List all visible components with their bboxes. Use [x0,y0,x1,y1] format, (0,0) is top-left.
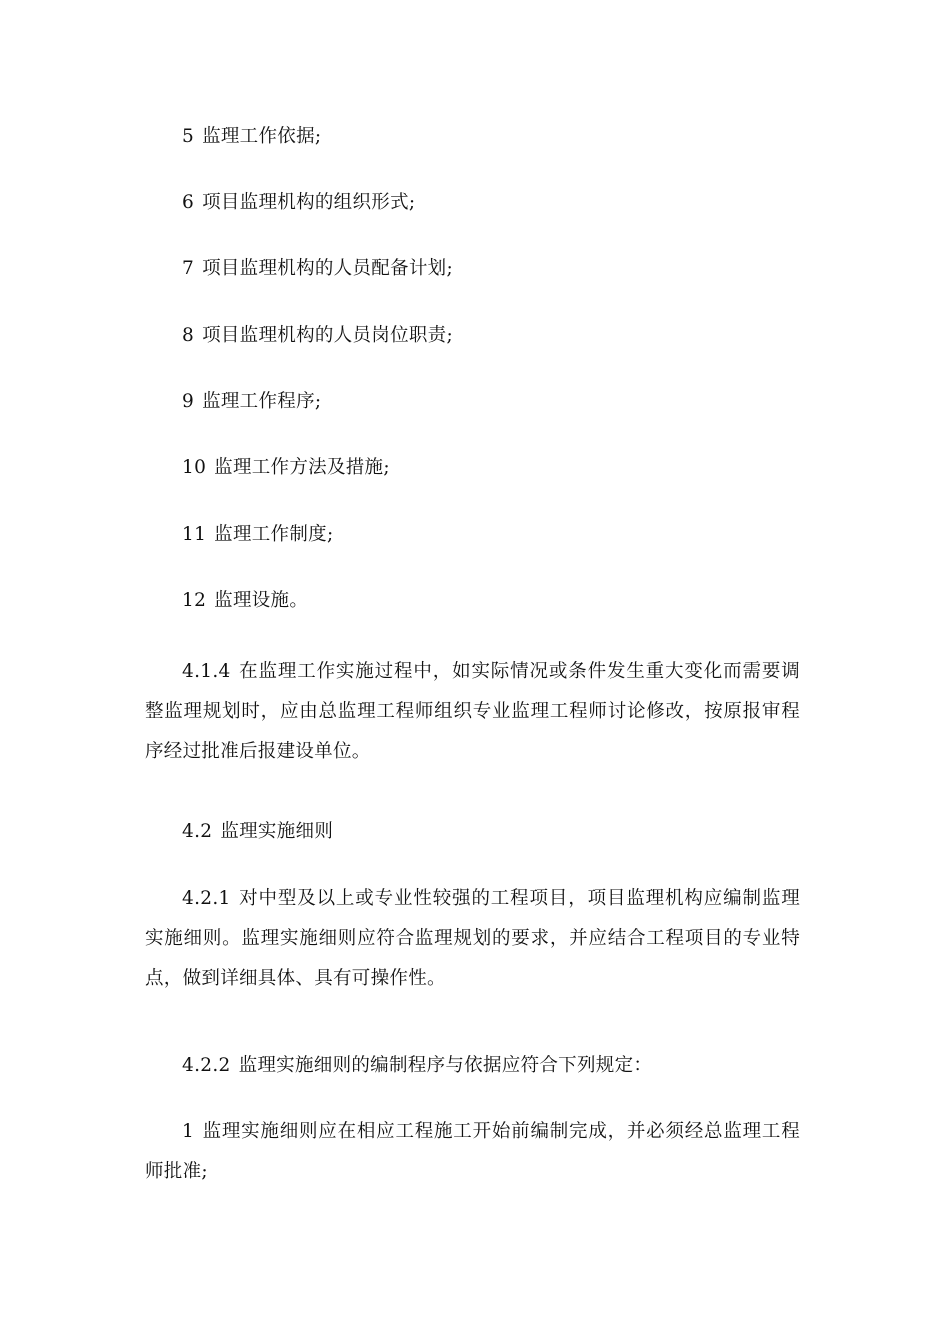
clause-text: 对中型及以上或专业性较强的工程项目，项目监理机构应编制监理实施细则。监理实施细则应符合监理规划的要求，并应结合工程项目的专业特点，做到详细具体、具有可操作性。 [145,888,800,989]
list-item [145,183,800,223]
item-text: 监理工作依据; [202,126,322,147]
list-item [145,249,800,289]
clause-4-2-2 [145,1046,800,1086]
item-number: 1 [182,1121,195,1142]
clause-4-1-4 [145,652,800,772]
item-number: 12 [182,590,207,611]
item-text: 监理工作方法及措施; [214,457,390,478]
item-number: 10 [182,457,207,478]
list-item [145,581,800,621]
list-item [145,117,800,157]
clause-number: 4.1.4 [182,661,231,682]
clause-text: 监理实施细则的编制程序与依据应符合下列规定： [238,1055,653,1076]
list-item [145,316,800,356]
item-number: 7 [182,258,195,279]
clause-number: 4.2.1 [182,888,231,909]
item-number: 5 [182,126,195,147]
item-text: 监理设施。 [214,590,309,611]
list-item [145,448,800,488]
item-number: 9 [182,391,195,412]
clause-text: 在监理工作实施过程中，如实际情况或条件发生重大变化而需要调整监理规划时，应由总监理工程师组织专业监理工程师讨论修改，按原报审程序经过批准后报建设单位。 [145,661,800,762]
item-text: 监理工作程序; [202,391,322,412]
list-item [145,515,800,555]
item-text: 监理实施细则应在相应工程施工开始前编制完成，并必须经总监理工程师批准; [145,1121,800,1182]
item-number: 11 [182,524,207,545]
item-number: 6 [182,192,195,213]
item-text: 项目监理机构的人员配备计划; [202,258,454,279]
item-number: 8 [182,325,195,346]
section-number: 4.2 [182,821,213,842]
item-text: 监理工作制度; [214,524,334,545]
clause-number: 4.2.2 [182,1055,231,1076]
list-item [145,1112,800,1192]
section-title: 监理实施细则 [220,821,334,842]
clause-4-2-1 [145,879,800,999]
list-item [145,382,800,422]
item-text: 项目监理机构的组织形式; [202,192,416,213]
item-text: 项目监理机构的人员岗位职责; [202,325,454,346]
section-heading-4-2 [145,812,800,852]
